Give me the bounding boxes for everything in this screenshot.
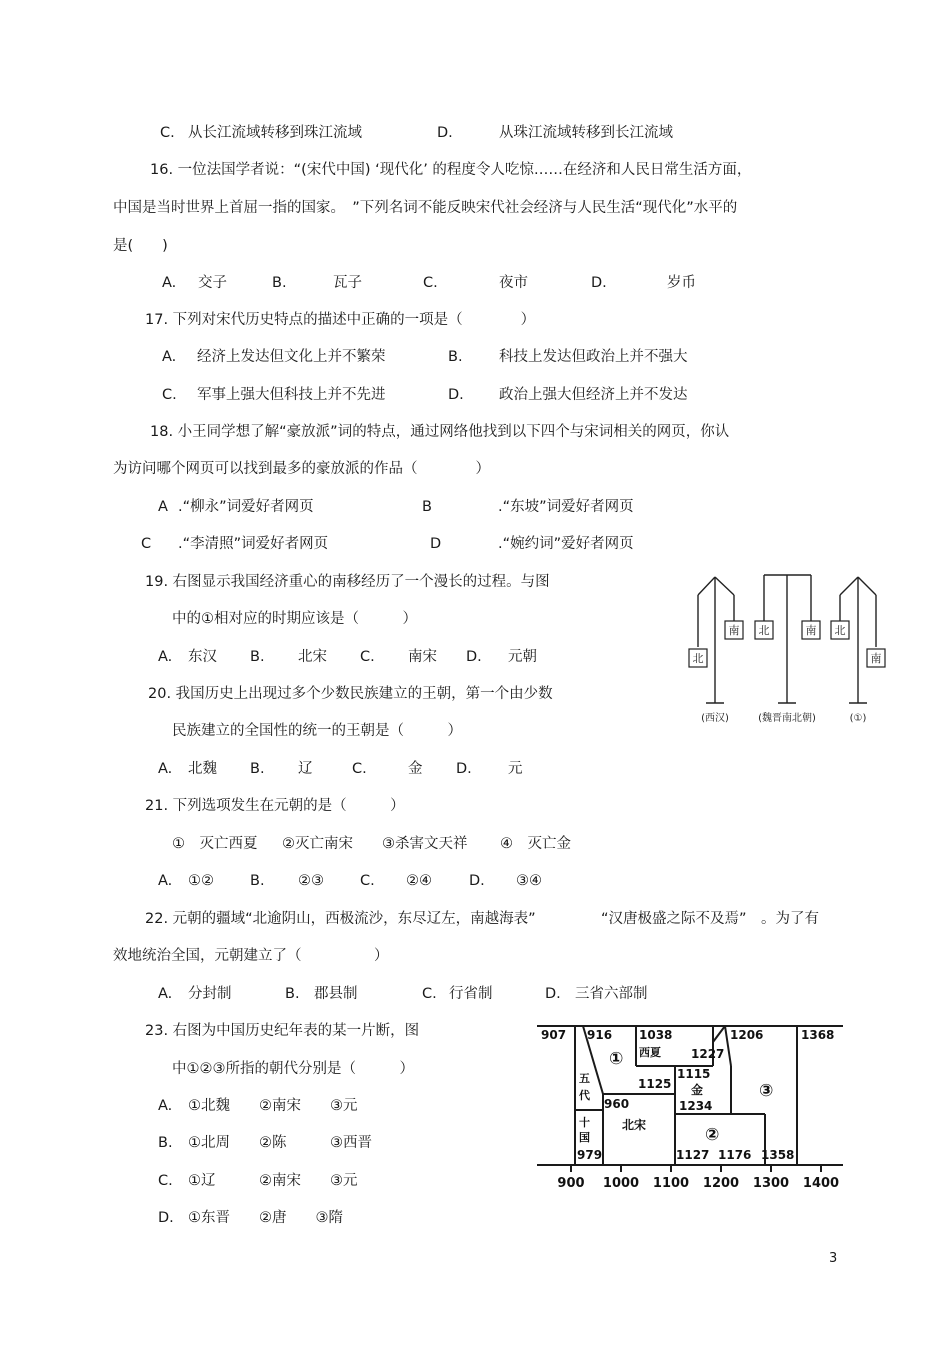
q22-option-a-text: 分封制 bbox=[188, 986, 232, 1002]
q19-option-b-letter: B. bbox=[250, 649, 265, 665]
timeline-label-xixia: 西夏 bbox=[639, 1046, 661, 1059]
diagram-box-label: 北 bbox=[834, 624, 846, 637]
q20-option-c-text: 金 bbox=[408, 761, 423, 777]
q18-stem-line1: 18. 小王同学想了解“豪放派”词的特点，通过网络他找到以下四个与宋词相关的网页，你认 bbox=[150, 424, 730, 440]
q21-option-b-text: ②③ bbox=[298, 873, 324, 889]
diagram-box-label: 北 bbox=[758, 624, 770, 637]
q19-stem-line1: 19. 右图显示我国经济重心的南移经历了一个漫长的过程。与图 bbox=[145, 574, 550, 590]
q20-option-b-text: 辽 bbox=[298, 761, 313, 777]
q21-item-3: ③杀害文天祥 bbox=[382, 836, 468, 852]
timeline-year-1358: 1358 bbox=[761, 1148, 795, 1162]
q16-stem-line2: 中国是当时世界上首屈一指的国家。 ”下列名词不能反映宋代社会经济与人民生活“现代化”水平的 bbox=[113, 200, 738, 216]
timeline-year-1206: 1206 bbox=[730, 1028, 764, 1042]
q15-option-c-letter: C. bbox=[160, 125, 175, 141]
q16-option-c-text: 夜市 bbox=[499, 275, 528, 291]
q19-stem-line2: 中的①相对应的时期应该是（ ） bbox=[172, 611, 417, 627]
q22-option-b-letter: B. bbox=[285, 986, 300, 1002]
timeline-year-907: 907 bbox=[541, 1028, 567, 1042]
q22-option-d-text: 三省六部制 bbox=[575, 986, 648, 1002]
q21-item-2: ②灭亡南宋 bbox=[282, 836, 353, 852]
q21-option-d-text: ③④ bbox=[516, 873, 542, 889]
q19-option-a-text: 东汉 bbox=[188, 649, 217, 665]
timeline-year-960: 960 bbox=[604, 1097, 630, 1111]
timeline-year-1038: 1038 bbox=[639, 1028, 673, 1042]
timeline-axis-tick: 1300 bbox=[752, 1176, 790, 1191]
timeline-year-1127: 1127 bbox=[676, 1148, 710, 1162]
q23-stem-line1: 23. 右图为中国历史纪年表的某一片断，图 bbox=[145, 1023, 420, 1039]
timeline-axis-tick: 1200 bbox=[702, 1176, 740, 1191]
q23-option-a-text: ①北魏 ②南宋 ③元 bbox=[188, 1098, 358, 1114]
timeline-label-wudai-1: 五 bbox=[579, 1072, 590, 1085]
q16-option-c-letter: C. bbox=[423, 275, 438, 291]
timeline-marker-3: ③ bbox=[759, 1081, 774, 1101]
q16-option-b-letter: B. bbox=[272, 275, 287, 291]
q18-option-b-text: .“东坡”词爱好者网页 bbox=[498, 499, 634, 515]
q21-option-c-letter: C. bbox=[360, 873, 375, 889]
page-number: 3 bbox=[829, 1251, 838, 1266]
q16-option-b-text: 瓦子 bbox=[333, 275, 362, 291]
q23-option-b-text: ①北周 ②陈 ③西晋 bbox=[188, 1135, 372, 1151]
timeline-year-916: 916 bbox=[587, 1028, 613, 1042]
diagram-period-label: (①) bbox=[849, 713, 867, 724]
q18-option-d-text: .“婉约词”爱好者网页 bbox=[498, 536, 634, 552]
q20-option-a-letter: A. bbox=[158, 761, 173, 777]
q23-option-c-text: ①辽 ②南宋 ③元 bbox=[188, 1173, 358, 1189]
q18-option-c-letter: C bbox=[141, 536, 152, 552]
q17-stem: 17. 下列对宋代历史特点的描述中正确的一项是（ ） bbox=[145, 312, 536, 328]
q21-option-a-letter: A. bbox=[158, 873, 173, 889]
q20-option-c-letter: C. bbox=[352, 761, 367, 777]
timeline-marker-1: ① bbox=[609, 1049, 624, 1069]
q20-option-d-letter: D. bbox=[456, 761, 472, 777]
q18-stem-line2: 为访问哪个网页可以找到最多的豪放派的作品（ ） bbox=[113, 461, 490, 477]
timeline-label-shiguo-2: 国 bbox=[579, 1131, 590, 1144]
q20-option-d-text: 元 bbox=[508, 761, 523, 777]
q22-stem-line1b: “汉唐极盛之际不及焉” 。为了有 bbox=[601, 911, 820, 927]
diagram-period-label: (西汉) bbox=[701, 713, 729, 724]
timeline-year-1176: 1176 bbox=[718, 1148, 752, 1162]
q22-option-b-text: 郡县制 bbox=[314, 986, 358, 1002]
q16-stem-line3: 是( ) bbox=[113, 238, 168, 254]
diagram-box-label: 北 bbox=[692, 652, 704, 665]
q19-option-c-letter: C. bbox=[360, 649, 375, 665]
q20-option-b-letter: B. bbox=[250, 761, 265, 777]
q22-option-d-letter: D. bbox=[545, 986, 561, 1002]
q23-stem-line2: 中①②③所指的朝代分别是（ ） bbox=[172, 1061, 414, 1077]
timeline-label-beisong: 北宋 bbox=[622, 1118, 647, 1132]
q17-option-b-text: 科技上发达但政治上并不强大 bbox=[499, 349, 688, 365]
q22-option-c-text: 行省制 bbox=[449, 986, 493, 1002]
q22-option-a-letter: A. bbox=[158, 986, 173, 1002]
q21-stem: 21. 下列选项发生在元朝的是（ ） bbox=[145, 798, 405, 814]
timeline-axis-tick: 1100 bbox=[652, 1176, 690, 1191]
q21-item-4: ④ 灭亡金 bbox=[500, 836, 571, 852]
q23-option-a-letter: A. bbox=[158, 1098, 173, 1114]
q17-option-d-text: 政治上强大但经济上并不发达 bbox=[499, 387, 688, 403]
timeline-year-1234: 1234 bbox=[679, 1099, 713, 1113]
q19-option-b-text: 北宋 bbox=[298, 649, 327, 665]
timeline-year-1227: 1227 bbox=[691, 1047, 725, 1061]
diagram-box-label: 南 bbox=[805, 624, 817, 637]
timeline-year-1125: 1125 bbox=[638, 1077, 672, 1091]
q16-option-a-text: 交子 bbox=[198, 275, 227, 291]
q17-option-a-letter: A. bbox=[162, 349, 177, 365]
timeline-year-1115: 1115 bbox=[677, 1067, 711, 1081]
dynasty-timeline-chart bbox=[535, 1022, 845, 1194]
q22-option-c-letter: C. bbox=[422, 986, 437, 1002]
q18-option-a-letter: A bbox=[158, 499, 168, 515]
q16-option-d-text: 岁币 bbox=[667, 275, 696, 291]
timeline-year-979: 979 bbox=[577, 1148, 603, 1162]
q17-option-c-text: 军事上强大但科技上并不先进 bbox=[197, 387, 386, 403]
q19-option-a-letter: A. bbox=[158, 649, 173, 665]
q17-option-d-letter: D. bbox=[448, 387, 464, 403]
q18-option-d-letter: D bbox=[430, 536, 442, 552]
q19-option-d-text: 元朝 bbox=[508, 649, 537, 665]
timeline-label-shiguo-1: 十 bbox=[579, 1116, 590, 1129]
q16-option-d-letter: D. bbox=[591, 275, 607, 291]
q17-option-c-letter: C. bbox=[162, 387, 177, 403]
q21-option-d-letter: D. bbox=[469, 873, 485, 889]
q21-option-a-text: ①② bbox=[188, 873, 214, 889]
q20-stem-line2: 民族建立的全国性的统一的王朝是（ ） bbox=[172, 723, 462, 739]
q15-option-c-text: 从长江流域转移到珠江流域 bbox=[188, 125, 362, 141]
timeline-axis-tick: 1000 bbox=[602, 1176, 640, 1191]
q20-option-a-text: 北魏 bbox=[188, 761, 217, 777]
q23-option-c-letter: C. bbox=[158, 1173, 173, 1189]
diagram-period-label: (魏晋南北朝) bbox=[758, 713, 816, 724]
q19-option-d-letter: D. bbox=[466, 649, 482, 665]
q18-option-b-letter: B bbox=[422, 499, 432, 515]
q21-item-1: ① 灭亡西夏 bbox=[172, 836, 258, 852]
q18-option-c-text: .“李清照”词爱好者网页 bbox=[178, 536, 329, 552]
q22-stem-line1a: 22. 元朝的疆域“北逾阴山，西极流沙，东尽辽左，南越海表” bbox=[145, 911, 536, 927]
q15-option-d-text: 从珠江流域转移到长江流域 bbox=[499, 125, 673, 141]
economic-shift-diagram bbox=[680, 565, 900, 735]
q19-option-c-text: 南宋 bbox=[408, 649, 437, 665]
q16-option-a-letter: A. bbox=[162, 275, 177, 291]
diagram-box-label: 南 bbox=[728, 624, 740, 637]
q23-option-b-letter: B. bbox=[158, 1135, 173, 1151]
q23-option-d-text: ①东晋 ②唐 ③隋 bbox=[188, 1210, 343, 1226]
timeline-axis-tick: 900 bbox=[557, 1176, 585, 1191]
timeline-label-jin: 金 bbox=[691, 1083, 704, 1097]
q21-option-b-letter: B. bbox=[250, 873, 265, 889]
timeline-year-1368: 1368 bbox=[801, 1028, 835, 1042]
q21-option-c-text: ②④ bbox=[406, 873, 432, 889]
q16-stem-line1: 16. 一位法国学者说：“(宋代中国) ‘现代化’ 的程度令人吃惊……在经济和人民日常生活方面， bbox=[150, 162, 752, 178]
diagram-box-label: 南 bbox=[870, 652, 882, 665]
q22-stem-line2: 效地统治全国，元朝建立了（ ） bbox=[113, 948, 389, 964]
q20-stem-line1: 20. 我国历史上出现过多个少数民族建立的王朝，第一个由少数 bbox=[148, 686, 553, 702]
q18-option-a-text: .“柳永”词爱好者网页 bbox=[178, 499, 314, 515]
q17-option-b-letter: B. bbox=[448, 349, 463, 365]
q17-option-a-text: 经济上发达但文化上并不繁荣 bbox=[197, 349, 386, 365]
timeline-axis-tick: 1400 bbox=[802, 1176, 840, 1191]
timeline-marker-2: ② bbox=[705, 1125, 720, 1145]
q15-option-d-letter: D. bbox=[437, 125, 453, 141]
timeline-label-wudai-2: 代 bbox=[579, 1089, 590, 1102]
q23-option-d-letter: D. bbox=[158, 1210, 174, 1226]
